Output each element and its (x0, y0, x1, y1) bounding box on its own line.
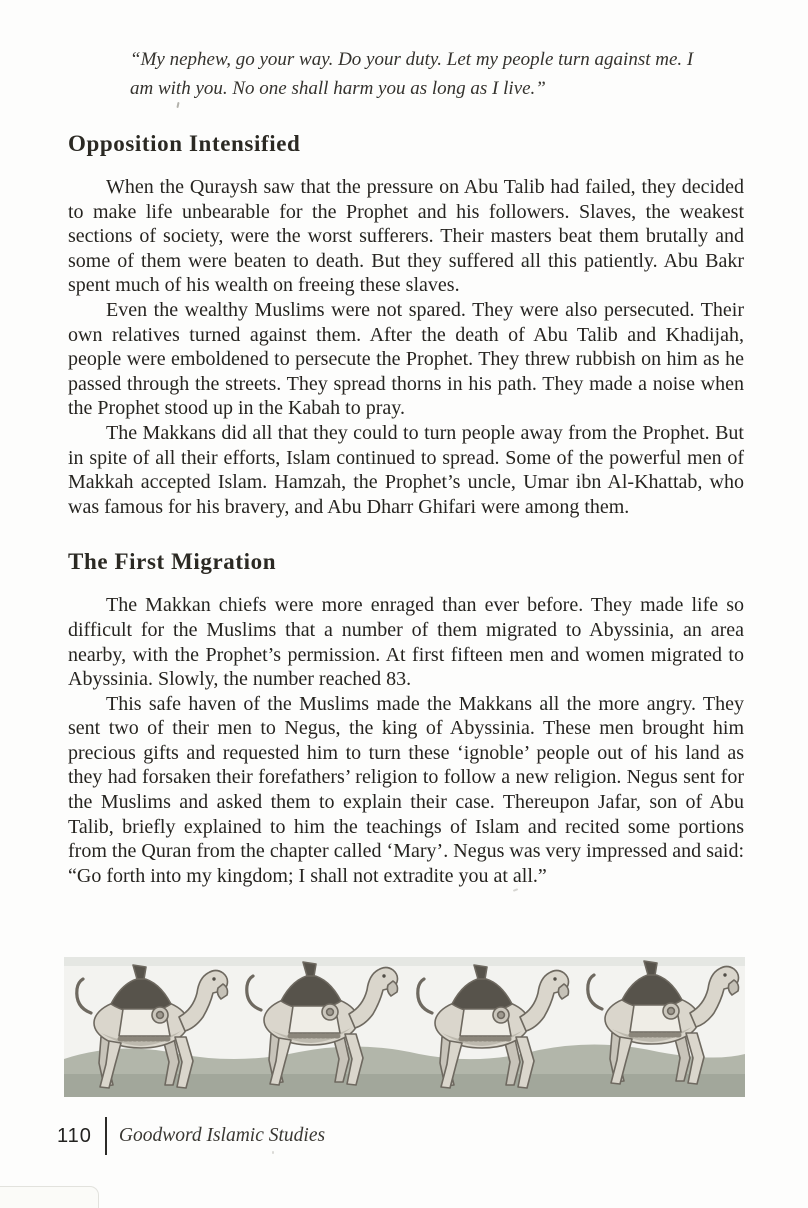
camel-caravan-illustration (64, 957, 745, 1097)
paragraph: This safe haven of the Muslims made the Makkans all the more angry. They sent two of their men to Negus, the king of Abyssinia. These men brought him precious gifts and requested him to turn these ‘ignoble’ people out of his land as they had forsaken their forefathers’ religion to follow a new religion. Negus sent for the Muslims and asked them to explain their case. Thereupon Jafar, son of Abu Talib, briefly explained to him the teachings of Islam and recited some portions from the Quran from the chapter called ‘Mary’. Negus was very impressed and said: “Go forth into my kingdom; I shall not extradite you at all.” (68, 692, 744, 887)
page-content (68, 0, 744, 888)
page-footer (57, 1114, 325, 1158)
scan-speck (272, 1151, 274, 1154)
paragraph: Even the wealthy Muslims were not spared. They were also persecuted. Their own relatives turned against them. After the death of Abu Talib and Khadijah, people were emboldened to persecute the Prophet. They threw rubbish on him as he passed through the streets. They spread thorns in his path. They made a noise when the Prophet stood up in the Kabah to pray. (68, 298, 744, 420)
paragraph: The Makkan chiefs were more enraged than ever before. They made life so difficult for the Muslims that a number of them migrated to Abyssinia, an area nearby, with the Prophet’s permission. At first fifteen men and women migrated to Abyssinia. Slowly, the number reached 83. (68, 594, 744, 691)
footer-divider (105, 1117, 107, 1155)
page-number: 110 (57, 1124, 92, 1147)
section-heading-opposition-intensified: Opposition Intensified (68, 131, 301, 156)
scan-speck (513, 888, 518, 892)
scan-corner-artifact (0, 1186, 99, 1208)
section-heading-first-migration: The First Migration (68, 549, 277, 575)
paragraph: The Makkans did all that they could to turn people away from the Prophet. But in spite of all their efforts, Islam continued to spread. Some of the powerful men of Makkah accepted Islam. Hamzah, the Prophet’s uncle, Umar ibn Al-Khattab, who was famous for his bravery, and Abu Dharr Ghifari were among them. (68, 421, 744, 518)
opening-quote: “My nephew, go your way. Do your duty. Let my people turn against me. I am with you. No one shall harm you as long as I live.” (130, 49, 694, 99)
book-title: Goodword Islamic Studies (118, 1125, 326, 1146)
paragraph: When the Quraysh saw that the pressure on Abu Talib had failed, they decided to make life unbearable for the Prophet and his followers. Slaves, the weakest sections of society, were the worst sufferers. Their masters beat them brutally and some of them were beaten to death. But they suffered all this patiently. Abu Bakr spent much of his wealth on freeing these slaves. (68, 176, 744, 297)
